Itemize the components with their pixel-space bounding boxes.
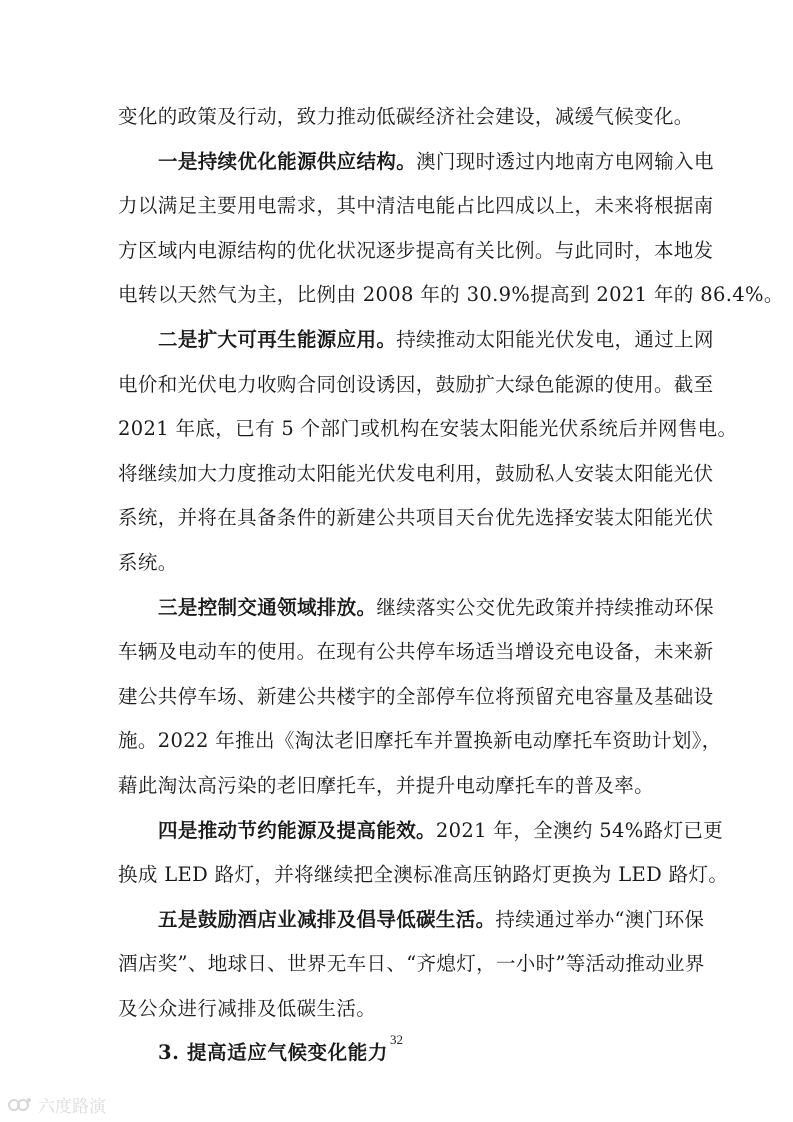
- paragraph-line: [118, 898, 705, 943]
- paragraph-line: 力以满足主要用电需求，其中清洁电能占比四成以上，未来将根据南: [118, 194, 714, 218]
- paragraph-text: 2021 年，全澳约 54%路灯已更: [435, 818, 724, 842]
- paragraph-line: 及公众进行减排及低碳生活。: [118, 996, 377, 1020]
- paragraph-line: 藉此淘汰高污染的老旧摩托车，并提升电动摩托车的普及率。: [118, 773, 654, 797]
- paragraph-lead: 一是持续优化能源供应结构。: [158, 149, 417, 173]
- paragraph-line: 车辆及电动车的使用。在现有公共停车场适当增设充电设备，未来新: [118, 640, 714, 664]
- paragraph-line: 建公共停车场、新建公共楼宇的全部停车位将预留充电容量及基础设: [118, 684, 714, 708]
- paragraph-line: [118, 586, 714, 631]
- paragraph-lead: 四是推动节约能源及提高能效。: [158, 818, 436, 842]
- paragraph-lead: 三是控制交通领域排放。: [158, 595, 377, 619]
- watermark-text: 六度路演: [38, 1097, 106, 1117]
- paragraph-text: 澳门现时透过内地南方电网输入电: [416, 149, 714, 173]
- paragraph-line: 将继续加大力度推动太阳能光伏发电利用，鼓励私人安装太阳能光伏: [118, 461, 714, 485]
- document-body: [118, 95, 784, 1076]
- paragraph-lead: 二是扩大可再生能源应用。: [158, 327, 397, 351]
- paragraph-text: 持续通过举办“澳门环保: [495, 907, 705, 931]
- paragraph-lead: 五是鼓励酒店业减排及倡导低碳生活。: [158, 907, 496, 931]
- paragraph-line: [118, 140, 714, 185]
- paragraph-line: 换成 LED 路灯，并将继续把全澳标准高压钠路灯更换为 LED 路灯。: [118, 863, 729, 887]
- paragraph-line: 酒店奖”、地球日、世界无车日、“齐熄灯，一小时”等活动推动业界: [118, 952, 705, 976]
- paragraph-text: 持续推动太阳能光伏发电，通过上网: [396, 327, 714, 351]
- page-number: 32: [390, 1032, 403, 1047]
- section-heading: 3. 提高适应气候变化能力: [158, 1041, 388, 1065]
- logo-icon: [8, 1096, 32, 1114]
- paragraph-line: 方区域内电源结构的优化状况逐步提高有关比例。与此同时，本地发: [118, 238, 714, 262]
- paragraph-line: 变化的政策及行动，致力推动低碳经济社会建设，减缓气候变化。: [118, 105, 694, 128]
- paragraph-line: 电转以天然气为主，比例由 2008 年的 30.9%提高到 2021 年的 86.4%。: [118, 283, 784, 307]
- paragraph-line: [118, 809, 724, 854]
- paragraph-line: 施。2022 年推出《淘汰老旧摩托车并置换新电动摩托车资助计划》，: [118, 729, 722, 753]
- paragraph-line: [118, 318, 714, 363]
- paragraph-line: 2021 年底，已有 5 个部门或机构在安装太阳能光伏系统后并网售电。: [118, 417, 738, 441]
- watermark: [8, 1092, 106, 1117]
- paragraph-text: 继续落实公交优先政策并持续推动环保: [376, 595, 714, 619]
- paragraph-line: 系统，并将在具备条件的新建公共项目天台优先选择安装太阳能光伏: [118, 506, 714, 530]
- paragraph-line: 电价和光伏电力收购合同创设诱因，鼓励扩大绿色能源的使用。截至: [118, 372, 714, 396]
- paragraph-line: 系统。: [118, 550, 178, 574]
